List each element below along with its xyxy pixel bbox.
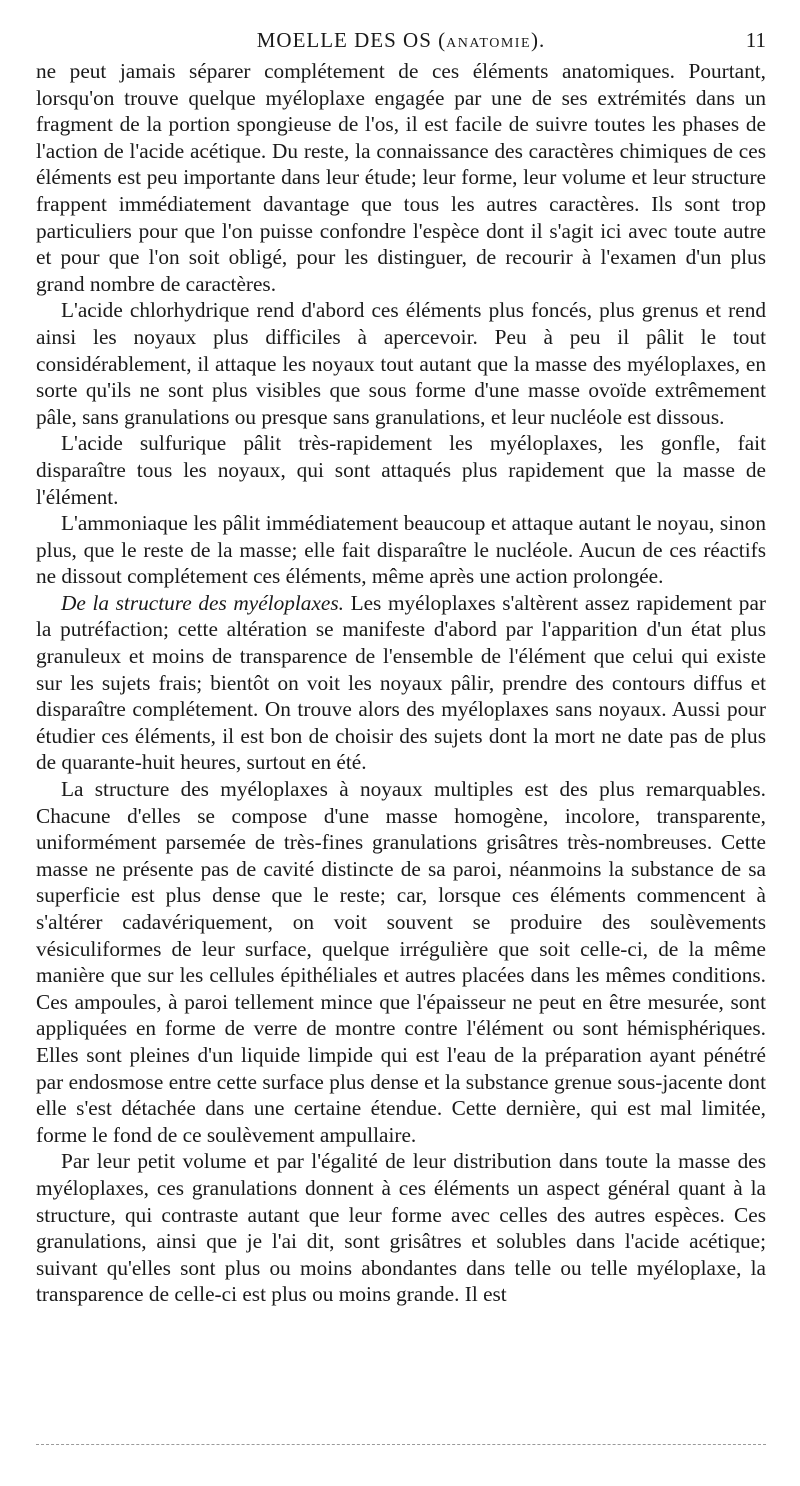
running-title-paren-close: ). <box>531 28 546 52</box>
running-title <box>36 28 766 53</box>
page-number: 11 <box>745 28 766 52</box>
paragraph-continued <box>36 58 766 297</box>
running-title-section: ANATOMIE <box>446 36 532 51</box>
paragraph-text: L'acide sulfurique pâlit très-rapidement les myéloplaxes, les gonfle, fait disparaître tous les noyaux, qui sont attaqués plus rapidement que la masse de l'élément. <box>36 431 766 509</box>
section-heading-italic: De la structure des myéloplaxes. <box>61 590 344 615</box>
paragraph-text: L'acide chlorhydrique rend d'abord ces éléments plus foncés, plus grenus et rend ainsi les noyaux plus difficiles à apercevoir. Peu à peu il pâlit le tout considérablement, il attaque les noyaux tout autant que la masse des myéloplaxes, en sorte qu'ils ne sont plus visibles que sous forme d'une masse ovoïde extrêmement pâle, sans granulations ou presque sans granulations, et leur nucléole est dissous. <box>36 298 766 429</box>
paragraph-text: ne peut jamais séparer complétement de ces éléments anatomiques. Pourtant, lorsqu'on trouve quelque myéloplaxe engagée par une de ses extrémités dans un fragment de la portion spongieuse de l'os, il est facile de suivre toutes les phases de l'action de l'acide acétique. Du reste, la connaissance des caractères chimiques de ces éléments est peu importante dans leur étude; leur forme, leur volume et leur structure frappent immédiatement davantage que tous les autres caractères. Ils sont trop particuliers pour que l'on puisse confondre l'espèce dont il s'agit ici avec toute autre et pour que l'on soit obligé, pour les distinguer, de recourir à l'examen d'un plus grand nombre de caractères. <box>36 59 766 296</box>
paragraph-structure-description <box>36 776 766 1148</box>
bleed-through-rule <box>36 1444 766 1445</box>
body-text <box>36 58 766 1308</box>
paragraph-text: Les myéloplaxes s'altèrent assez rapidement par la putréfaction; cette altération se manifeste d'abord par l'apparition d'un état plus granuleux et moins de transparence de l'ensemble de l'élément que celui qui existe sur les sujets frais; bientôt on voit les noyaux pâlir, prendre des contours diffus et disparaître complétement. On trouve alors des myéloplaxes sans noyaux. Aussi pour étudier ces éléments, il est bon de choisir des sujets dont la mort ne date pas de plus de quarante-huit heures, surtout en été. <box>36 590 766 775</box>
running-title-main: MOELLE DES OS <box>256 28 432 52</box>
paragraph-ammonia <box>36 510 766 590</box>
paragraph-text: L'ammoniaque les pâlit immédiatement beaucoup et attaque autant le noyau, sinon plus, que le reste de la masse; elle fait disparaître le nucléole. Aucun de ces réactifs ne dissout complétement ces éléments, même après une action prolongée. <box>36 511 766 589</box>
paragraph-hydrochloric-acid <box>36 297 766 430</box>
paragraph-sulfuric-acid <box>36 430 766 510</box>
paragraph-text: La structure des myéloplaxes à noyaux multiples est des plus remarquables. Chacune d'elles se compose d'une masse homogène, incolore, transparente, uniformément parsemée de très-fines granulations grisâtres très-nombreuses. Cette masse ne présente pas de cavité distincte de sa paroi, néanmoins la substance de sa superficie est plus dense que le reste; car, lorsque ces éléments commencent à s'altérer cadavériquement, on voit souvent se produire des soulèvements vésiculiformes de leur surface, quelque irrégulière que soit celle-ci, de la même manière que sur les cellules épithéliales et autres placées dans les mêmes conditions. Ces ampoules, à paroi tellement mince que l'épaisseur ne peut en être mesurée, sont appliquées en forme de verre de montre contre l'élément ou sont hémisphériques. Elles sont pleines d'un liquide limpide qui est l'eau de la préparation ayant pénétré par endosmose entre cette surface plus dense et la substance grenue sous-jacente dont elle s'est détachée dans une certaine étendue. Cette dernière, qui est mal limitée, forme le fond de ce soulèvement ampullaire. <box>36 777 766 1147</box>
paragraph-structure-heading <box>36 590 766 776</box>
paragraph-granulations <box>36 1148 766 1308</box>
running-title-paren-open: ( <box>438 28 447 52</box>
running-header <box>36 28 766 58</box>
paragraph-text: Par leur petit volume et par l'égalité de leur distribution dans toute la masse des myéloplaxes, ces granulations donnent à ces éléments un aspect général quant à la structure, qui contraste autant que leur forme avec celles des autres espèces. Ces granulations, ainsi que je l'ai dit, sont grisâtres et solubles dans l'acide acétique; suivant qu'elles sont plus ou moins abondantes dans telle ou telle myéloplaxe, la transparence de celle-ci est plus ou moins grande. Il est <box>36 1149 766 1307</box>
